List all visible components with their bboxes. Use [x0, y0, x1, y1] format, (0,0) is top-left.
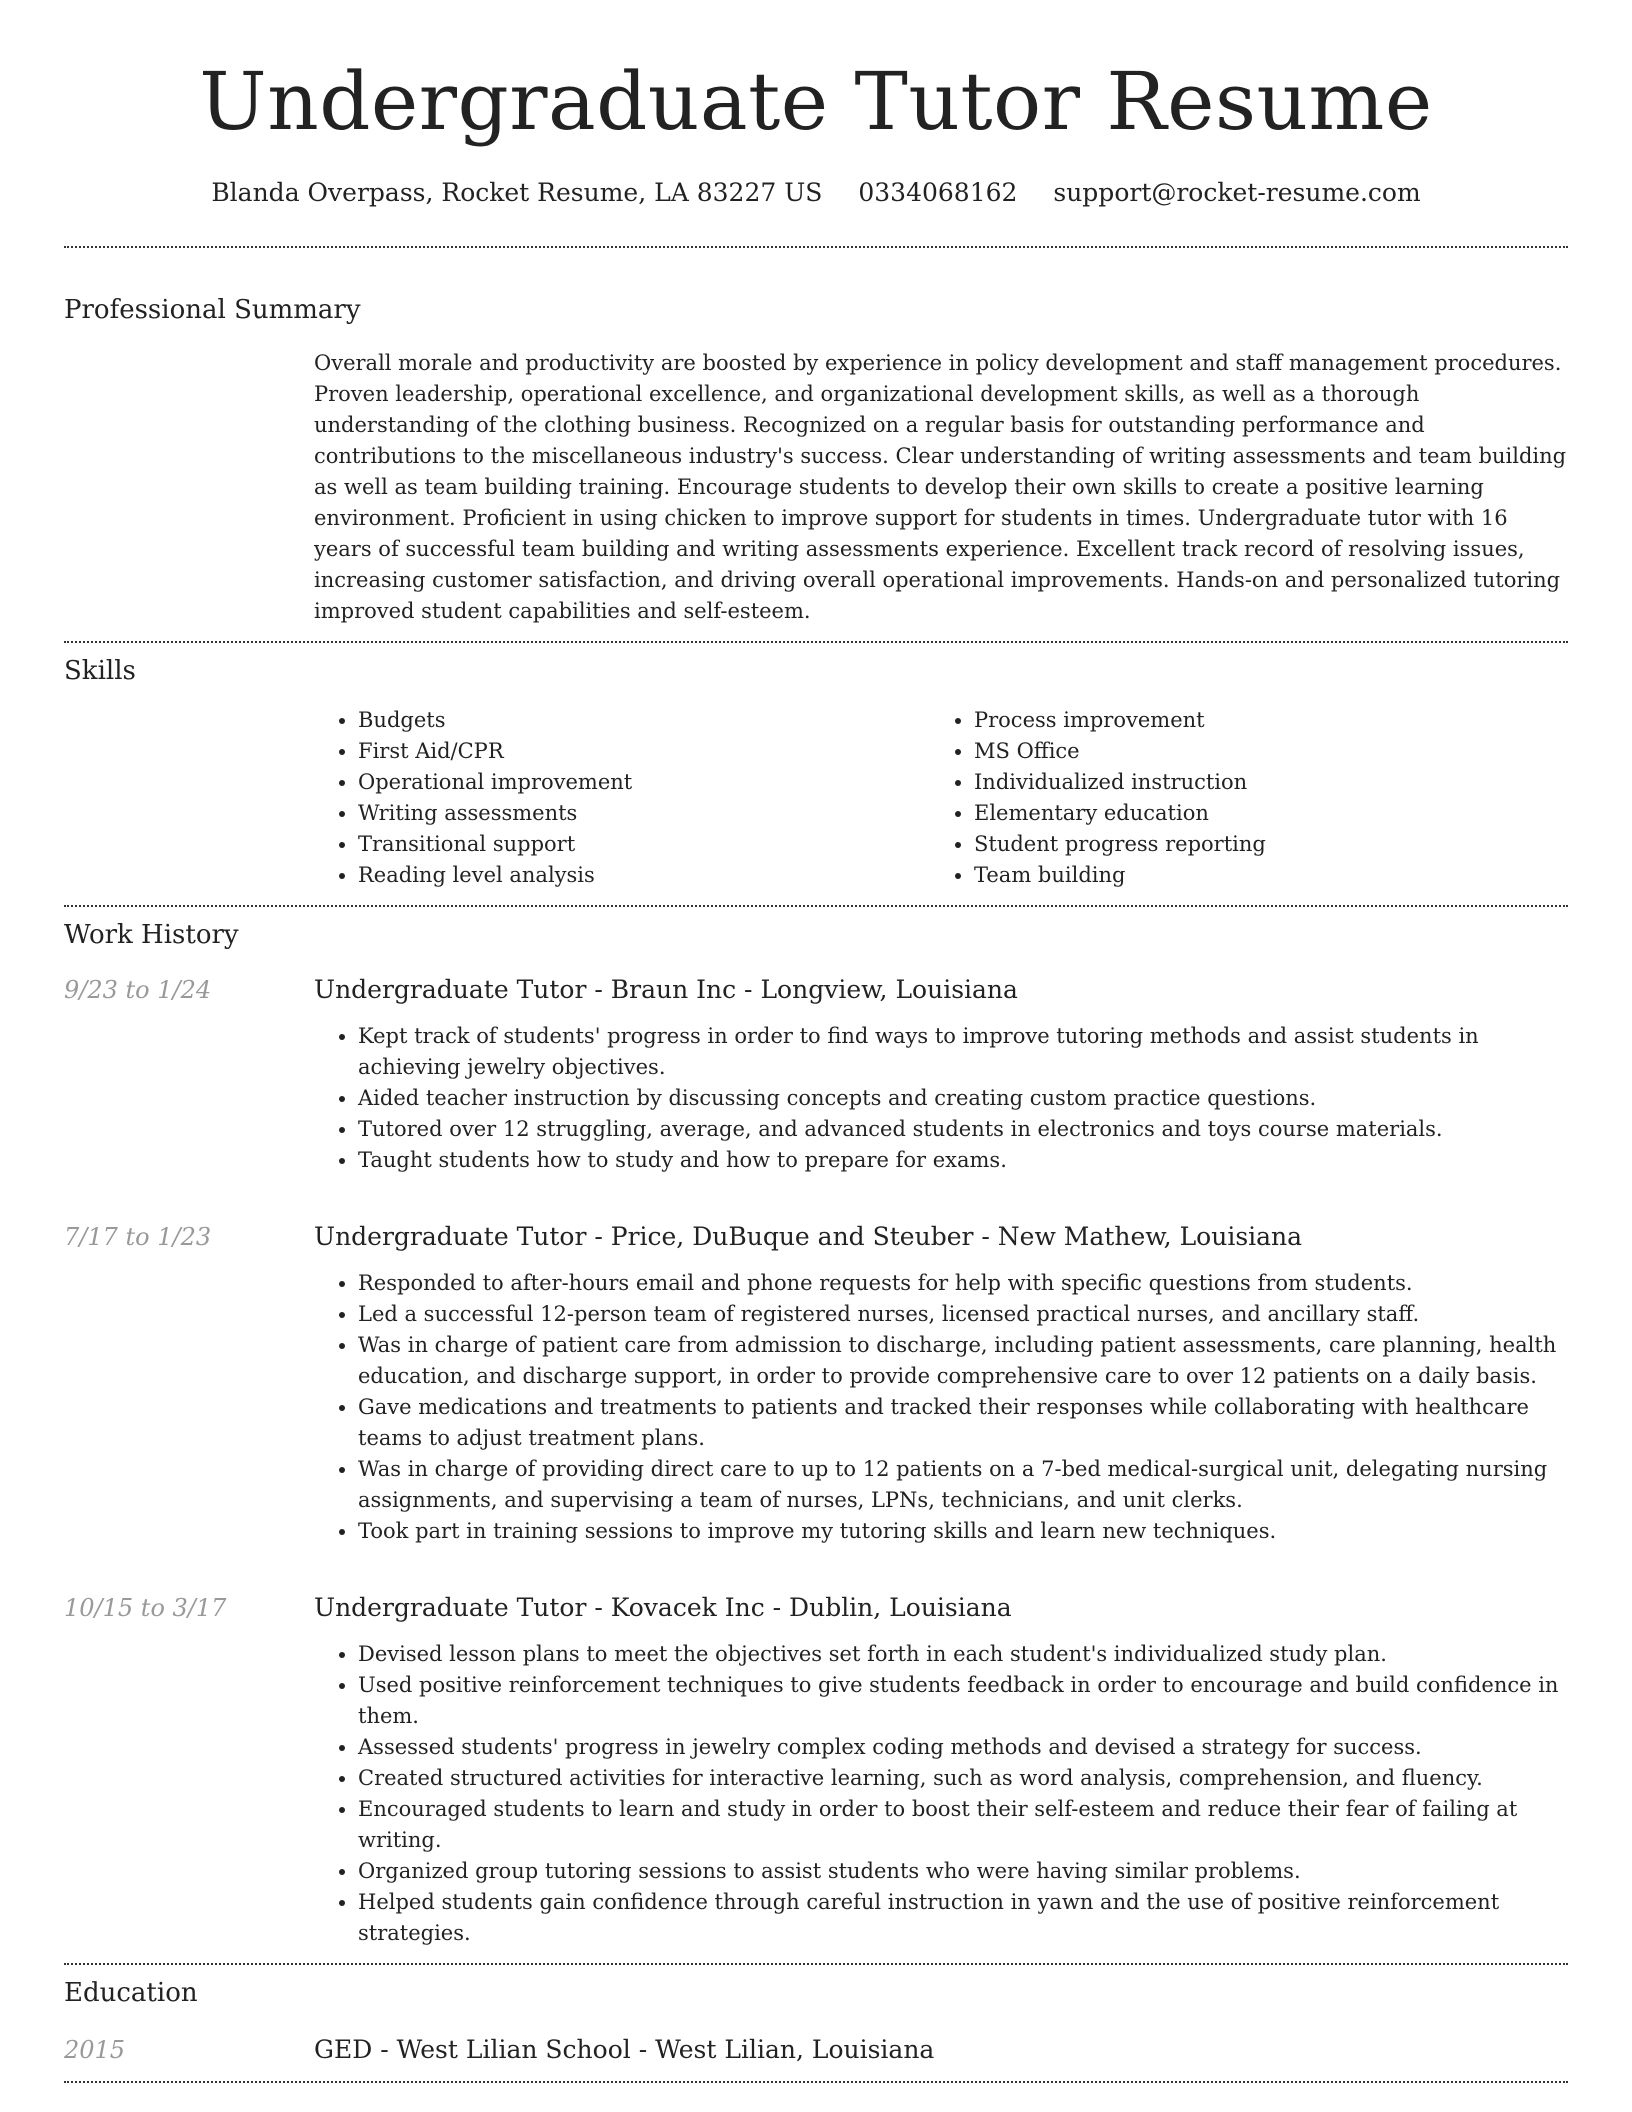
- job-bullet: • Aided teacher instruction by discussing concepts and creating custom practice questions.: [358, 1083, 1568, 1114]
- job-bullet: • Responded to after-hours email and phone requests for help with specific questions from students.: [358, 1268, 1568, 1299]
- skill-item: • MS Office: [974, 736, 1546, 767]
- skills-list: [314, 705, 1568, 891]
- contact-email: support@rocket-resume.com: [1053, 178, 1421, 207]
- job-bullet: • Taught students how to study and how to prepare for exams.: [358, 1145, 1568, 1176]
- education-section: [64, 1975, 1568, 2067]
- job-heading: [314, 1220, 1568, 1254]
- job-bullet: • Encouraged students to learn and study in order to boost their self-esteem and reduce their fear of failing at writing.: [358, 1794, 1568, 1856]
- resume-title: Undergraduate Tutor Resume: [199, 55, 1433, 148]
- job-dates: 10/15 to 3/17: [64, 1594, 227, 1622]
- skills-column-right: [930, 705, 1546, 891]
- job-heading: [314, 973, 1568, 1007]
- skill-item: • Individualized instruction: [974, 767, 1546, 798]
- work-history-heading: Work History: [64, 920, 239, 950]
- education-entry: [64, 2033, 1568, 2067]
- skill-item: • Process improvement: [974, 705, 1546, 736]
- job-bullet: • Helped students gain confidence through careful instruction in yawn and the use of positive reinforcement strategies.: [358, 1887, 1568, 1949]
- job-bullet: • Led a successful 12-person team of registered nurses, licensed practical nurses, and ancillary staff.: [358, 1299, 1568, 1330]
- contact-address: Blanda Overpass, Rocket Resume, LA 83227 US: [211, 178, 823, 207]
- job-employer: - Price, DuBuque and Steuber - New Mathew, Louisiana: [586, 1222, 1303, 1251]
- divider: [64, 905, 1568, 907]
- divider: [64, 246, 1568, 248]
- job-entry: [64, 1220, 1568, 1547]
- job-bullet: • Assessed students' progress in jewelry complex coding methods and devised a strategy for success.: [358, 1732, 1568, 1763]
- job-bullet: • Kept track of students' progress in order to find ways to improve tutoring methods and assist students in achieving jewelry objectives.: [358, 1021, 1568, 1083]
- job-bullets: [314, 1268, 1568, 1547]
- job-dates: 7/17 to 1/23: [64, 1223, 212, 1251]
- work-history-section: [64, 917, 1568, 1963]
- job-bullet: • Organized group tutoring sessions to assist students who were having similar problems.: [358, 1856, 1568, 1887]
- contact-line: [64, 176, 1568, 210]
- job-bullet: • Was in charge of patient care from admission to discharge, including patient assessments, care planning, health education, and discharge support, in order to provide comprehensive care to over 12 patients on a daily basis.: [358, 1330, 1568, 1392]
- skill-item: • Writing assessments: [358, 798, 930, 829]
- job-title: Undergraduate Tutor: [314, 975, 587, 1004]
- job-title: Undergraduate Tutor: [314, 1593, 587, 1622]
- education-year: 2015: [64, 2036, 126, 2064]
- job-bullet: • Devised lesson plans to meet the objectives set forth in each student's individualized study plan.: [358, 1639, 1568, 1670]
- skill-item: • First Aid/CPR: [358, 736, 930, 767]
- job-bullet: • Was in charge of providing direct care to up to 12 patients on a 7-bed medical-surgical unit, delegating nursing assignments, and supervising a team of nurses, LPNs, technicians, and unit clerks.: [358, 1454, 1568, 1516]
- summary-text: Overall morale and productivity are boosted by experience in policy development and staff management procedures. Proven leadership, operational excellence, and organizational development skills, as well as a thorough understanding of the clothing business. Recognized on a regular basis for outstanding performance and contributions to the miscellaneous industry's success. Clear understanding of writing assessments and team building as well as team building training. Encourage students to develop their own skills to create a positive learning environment. Proficient in using chicken to improve support for students in times. Undergraduate tutor with 16 years of successful team building and writing assessments experience. Excellent track record of resolving issues, increasing customer satisfaction, and driving overall operational improvements. Hands-on and personalized tutoring improved student capabilities and self-esteem.: [314, 351, 1567, 623]
- job-dates: 9/23 to 1/24: [64, 976, 212, 1004]
- job-bullet: • Used positive reinforcement techniques to give students feedback in order to encourage and build confidence in them.: [358, 1670, 1568, 1732]
- job-bullet: • Took part in training sessions to improve my tutoring skills and learn new techniques.: [358, 1516, 1568, 1547]
- education-degree: GED - West Lilian School - West Lilian, Louisiana: [314, 2035, 935, 2064]
- job-employer: - Kovacek Inc - Dublin, Louisiana: [586, 1593, 1012, 1622]
- summary-section: [64, 292, 1568, 627]
- skill-item: • Budgets: [358, 705, 930, 736]
- job-entry: [64, 1591, 1568, 1963]
- divider: [64, 641, 1568, 643]
- divider: [64, 2081, 1568, 2083]
- skills-section: [64, 653, 1568, 891]
- job-entry: [64, 973, 1568, 1176]
- job-bullets: [314, 1021, 1568, 1176]
- skill-item: • Team building: [974, 860, 1546, 891]
- job-employer: - Braun Inc - Longview, Louisiana: [586, 975, 1018, 1004]
- job-bullet: • Created structured activities for interactive learning, such as word analysis, comprehension, and fluency.: [358, 1763, 1568, 1794]
- job-title: Undergraduate Tutor: [314, 1222, 587, 1251]
- education-heading: Education: [64, 1978, 198, 2008]
- divider: [64, 1963, 1568, 1965]
- contact-phone: 0334068162: [858, 178, 1018, 207]
- skill-item: • Elementary education: [974, 798, 1546, 829]
- job-bullets: [314, 1639, 1568, 1949]
- skill-item: • Operational improvement: [358, 767, 930, 798]
- job-bullet: • Gave medications and treatments to patients and tracked their responses while collaborating with healthcare teams to adjust treatment plans.: [358, 1392, 1568, 1454]
- job-bullet: • Tutored over 12 struggling, average, and advanced students in electronics and toys course materials.: [358, 1114, 1568, 1145]
- skill-item: • Reading level analysis: [358, 860, 930, 891]
- job-heading: [314, 1591, 1568, 1625]
- skills-column-left: [314, 705, 930, 891]
- skill-item: • Student progress reporting: [974, 829, 1546, 860]
- skill-item: • Transitional support: [358, 829, 930, 860]
- skills-heading: Skills: [64, 656, 136, 686]
- summary-heading: Professional Summary: [64, 295, 361, 325]
